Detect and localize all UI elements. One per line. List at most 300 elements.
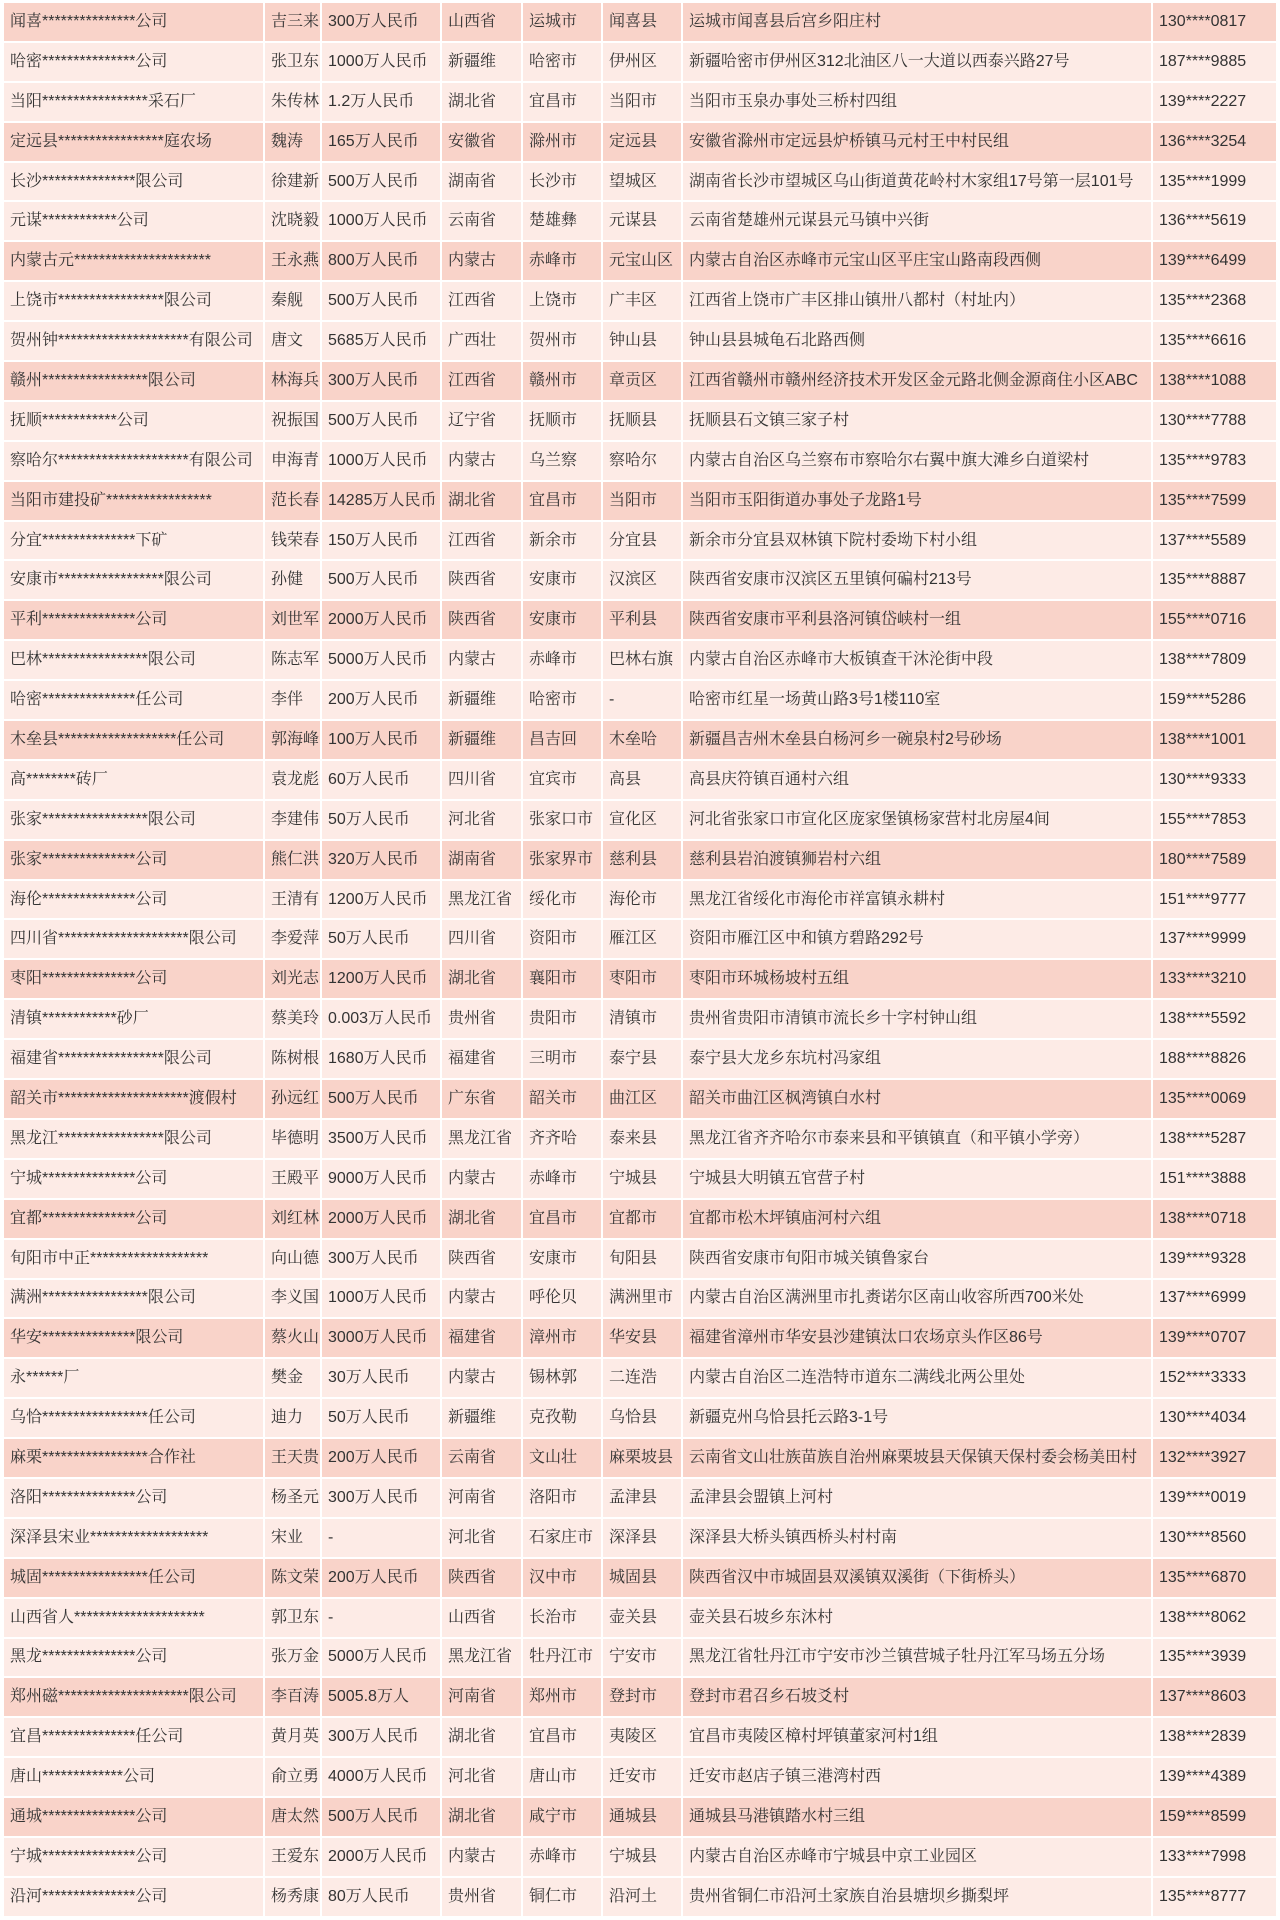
contact-name-cell: 吉三来 bbox=[265, 3, 322, 41]
contact-name-cell: 向山德 bbox=[265, 1240, 322, 1278]
table-row bbox=[4, 402, 1276, 442]
address-cell: 陕西省安康市平利县洛河镇岱峡村一组 bbox=[683, 601, 1153, 639]
company-name-cell: 山西省人********************* bbox=[4, 1599, 265, 1637]
registered-capital-cell: 14285万人民币 bbox=[322, 482, 442, 520]
province-cell: 河南省 bbox=[442, 1678, 523, 1716]
table-row bbox=[4, 322, 1276, 362]
district-cell: 旬阳县 bbox=[603, 1240, 683, 1278]
city-cell: 资阳市 bbox=[523, 920, 603, 958]
company-name-cell: 城固*****************任公司 bbox=[4, 1559, 265, 1597]
city-cell: 文山壮 bbox=[523, 1439, 603, 1477]
company-name-cell: 安康市*****************限公司 bbox=[4, 561, 265, 599]
province-cell: 云南省 bbox=[442, 202, 523, 240]
city-cell: 绥化市 bbox=[523, 881, 603, 919]
registered-capital-cell: 50万人民币 bbox=[322, 1399, 442, 1437]
address-cell: 福建省漳州市华安县沙建镇汰口农场京头作区86号 bbox=[683, 1319, 1153, 1357]
contact-name-cell: 毕德明 bbox=[265, 1120, 322, 1158]
address-cell: 黑龙江省齐齐哈尔市泰来县和平镇镇直（和平镇小学旁） bbox=[683, 1120, 1153, 1158]
table-row bbox=[4, 1080, 1276, 1120]
district-cell: 枣阳市 bbox=[603, 960, 683, 998]
company-name-cell: 华安***************限公司 bbox=[4, 1319, 265, 1357]
city-cell: 安康市 bbox=[523, 561, 603, 599]
city-cell: 宜昌市 bbox=[523, 1718, 603, 1756]
city-cell: 铜仁市 bbox=[523, 1878, 603, 1916]
company-name-cell: 巴林*****************限公司 bbox=[4, 641, 265, 679]
city-cell: 宜昌市 bbox=[523, 1200, 603, 1238]
address-cell: 安徽省滁州市定远县炉桥镇马元村王中村民组 bbox=[683, 123, 1153, 161]
company-name-cell: 哈密***************公司 bbox=[4, 43, 265, 81]
city-cell: 咸宁市 bbox=[523, 1798, 603, 1836]
table-row bbox=[4, 641, 1276, 681]
city-cell: 汉中市 bbox=[523, 1559, 603, 1597]
contact-name-cell: 蔡美玲 bbox=[265, 1000, 322, 1038]
table-row bbox=[4, 1479, 1276, 1519]
address-cell: 贵州省铜仁市沿河土家族自治县塘坝乡撕梨坪 bbox=[683, 1878, 1153, 1916]
registered-capital-cell: 30万人民币 bbox=[322, 1359, 442, 1397]
province-cell: 陕西省 bbox=[442, 1240, 523, 1278]
table-row bbox=[4, 1160, 1276, 1200]
province-cell: 贵州省 bbox=[442, 1000, 523, 1038]
phone-cell: 130****9333 bbox=[1159, 770, 1247, 788]
city-cell: 赣州市 bbox=[523, 362, 603, 400]
phone-cell: 188****8826 bbox=[1159, 1050, 1247, 1068]
phone-cell: 138****0718 bbox=[1159, 1209, 1247, 1227]
phone-cell: 152****3333 bbox=[1159, 1369, 1247, 1387]
phone-cell: 136****5619 bbox=[1159, 212, 1247, 230]
registered-capital-cell: 500万人民币 bbox=[322, 561, 442, 599]
phone-cell: 135****9783 bbox=[1159, 451, 1247, 469]
city-cell: 长治市 bbox=[523, 1599, 603, 1637]
company-name-cell: 福建省*****************限公司 bbox=[4, 1040, 265, 1078]
province-cell: 湖北省 bbox=[442, 960, 523, 998]
phone-cell: 130****8560 bbox=[1159, 1528, 1247, 1546]
company-name-cell: 闻喜***************公司 bbox=[4, 3, 265, 41]
address-cell: 云南省楚雄州元谋县元马镇中兴街 bbox=[683, 202, 1153, 240]
phone-cell: 137****9999 bbox=[1159, 930, 1247, 948]
table-row bbox=[4, 1240, 1276, 1280]
contact-name-cell: 刘光志 bbox=[265, 960, 322, 998]
contact-name-cell: 俞立勇 bbox=[265, 1758, 322, 1796]
phone-cell: 139****0019 bbox=[1159, 1488, 1247, 1506]
contact-name-cell: 杨秀康 bbox=[265, 1878, 322, 1916]
phone-cell: 135****2368 bbox=[1159, 292, 1247, 310]
table-row bbox=[4, 1798, 1276, 1838]
district-cell: 分宜县 bbox=[603, 522, 683, 560]
address-cell: 登封市君召乡石坡爻村 bbox=[683, 1678, 1153, 1716]
company-name-cell: 四川省*********************限公司 bbox=[4, 920, 265, 958]
province-cell: 陕西省 bbox=[442, 561, 523, 599]
contact-name-cell: 陈志军 bbox=[265, 641, 322, 679]
city-cell: 唐山市 bbox=[523, 1758, 603, 1796]
address-cell: 陕西省安康市汉滨区五里镇何碥村213号 bbox=[683, 561, 1153, 599]
province-cell: 广西壮 bbox=[442, 322, 523, 360]
district-cell: 二连浩 bbox=[603, 1359, 683, 1397]
company-name-cell: 永******厂 bbox=[4, 1359, 265, 1397]
address-cell: 新疆哈密市伊州区312北油区八一大道以西泰兴路27号 bbox=[683, 43, 1153, 81]
province-cell: 江西省 bbox=[442, 282, 523, 320]
address-cell: 湖南省长沙市望城区乌山街道黄花岭村木家组17号第一层101号 bbox=[683, 163, 1153, 201]
district-cell: 伊州区 bbox=[603, 43, 683, 81]
contact-name-cell: 张卫东 bbox=[265, 43, 322, 81]
address-cell: 泰宁县大龙乡东坑村冯家组 bbox=[683, 1040, 1153, 1078]
province-cell: 新疆维 bbox=[442, 681, 523, 719]
phone-cell: 139****9328 bbox=[1159, 1249, 1247, 1267]
company-name-cell: 唐山*************公司 bbox=[4, 1758, 265, 1796]
phone-cell: 180****7589 bbox=[1159, 850, 1247, 868]
address-cell: 内蒙古自治区赤峰市宁城县中京工业园区 bbox=[683, 1838, 1153, 1876]
city-cell: 牡丹江市 bbox=[523, 1639, 603, 1677]
district-cell: 宁安市 bbox=[603, 1639, 683, 1677]
city-cell: 滁州市 bbox=[523, 123, 603, 161]
address-cell: 陕西省安康市旬阳市城关镇鲁家台 bbox=[683, 1240, 1153, 1278]
district-cell: 元宝山区 bbox=[603, 242, 683, 280]
district-cell: 木垒哈 bbox=[603, 721, 683, 759]
phone-cell: 137****5589 bbox=[1159, 531, 1247, 549]
phone-cell: 133****3210 bbox=[1159, 970, 1247, 988]
registered-capital-cell: 0.003万人民币 bbox=[322, 1000, 442, 1038]
address-cell: 枣阳市环城杨坡村五组 bbox=[683, 960, 1153, 998]
district-cell: 沿河土 bbox=[603, 1878, 683, 1916]
table-row bbox=[4, 163, 1276, 203]
company-name-cell: 麻栗*****************合作社 bbox=[4, 1439, 265, 1477]
district-cell: 满洲里市 bbox=[603, 1280, 683, 1318]
registered-capital-cell: 500万人民币 bbox=[322, 163, 442, 201]
phone-cell: 137****6999 bbox=[1159, 1289, 1247, 1307]
registered-capital-cell: 5685万人民币 bbox=[322, 322, 442, 360]
company-name-cell: 黑龙江*****************限公司 bbox=[4, 1120, 265, 1158]
province-cell: 山西省 bbox=[442, 1599, 523, 1637]
province-cell: 内蒙古 bbox=[442, 1280, 523, 1318]
province-cell: 福建省 bbox=[442, 1319, 523, 1357]
phone-cell: 138****1001 bbox=[1159, 730, 1247, 748]
city-cell: 抚顺市 bbox=[523, 402, 603, 440]
district-cell: 元谋县 bbox=[603, 202, 683, 240]
phone-cell: 133****7998 bbox=[1159, 1847, 1247, 1865]
company-name-cell: 洛阳***************公司 bbox=[4, 1479, 265, 1517]
table-row bbox=[4, 123, 1276, 163]
city-cell: 长沙市 bbox=[523, 163, 603, 201]
contact-name-cell: 李建伟 bbox=[265, 801, 322, 839]
district-cell: 察哈尔 bbox=[603, 442, 683, 480]
city-cell: 石家庄市 bbox=[523, 1519, 603, 1557]
table-row bbox=[4, 761, 1276, 801]
phone-cell: 135****3939 bbox=[1159, 1648, 1247, 1666]
province-cell: 黑龙江省 bbox=[442, 1639, 523, 1677]
district-cell: 城固县 bbox=[603, 1559, 683, 1597]
registered-capital-cell: 150万人民币 bbox=[322, 522, 442, 560]
district-cell: 海伦市 bbox=[603, 881, 683, 919]
district-cell: 乌恰县 bbox=[603, 1399, 683, 1437]
district-cell: 泰来县 bbox=[603, 1120, 683, 1158]
table-row bbox=[4, 561, 1276, 601]
contact-name-cell: 黄月英 bbox=[265, 1718, 322, 1756]
city-cell: 贵阳市 bbox=[523, 1000, 603, 1038]
contact-name-cell: 李义国 bbox=[265, 1280, 322, 1318]
registered-capital-cell: 5005.8万人 bbox=[322, 1678, 442, 1716]
contact-name-cell: 宋业 bbox=[265, 1519, 322, 1557]
registered-capital-cell: 1680万人民币 bbox=[322, 1040, 442, 1078]
company-name-cell: 韶关市*********************渡假村 bbox=[4, 1080, 265, 1118]
province-cell: 湖北省 bbox=[442, 1798, 523, 1836]
address-cell: 抚顺县石文镇三家子村 bbox=[683, 402, 1153, 440]
company-name-cell: 长沙***************限公司 bbox=[4, 163, 265, 201]
address-cell: 钟山县县城龟石北路西侧 bbox=[683, 322, 1153, 360]
city-cell: 赤峰市 bbox=[523, 641, 603, 679]
registered-capital-cell: 1000万人民币 bbox=[322, 43, 442, 81]
province-cell: 内蒙古 bbox=[442, 1838, 523, 1876]
registered-capital-cell: 500万人民币 bbox=[322, 402, 442, 440]
registered-capital-cell: 300万人民币 bbox=[322, 1479, 442, 1517]
company-name-cell: 抚顺************公司 bbox=[4, 402, 265, 440]
address-cell: 深泽县大桥头镇西桥头村村南 bbox=[683, 1519, 1153, 1557]
registered-capital-cell: 5000万人民币 bbox=[322, 641, 442, 679]
province-cell: 福建省 bbox=[442, 1040, 523, 1078]
address-cell: 孟津县会盟镇上河村 bbox=[683, 1479, 1153, 1517]
province-cell: 四川省 bbox=[442, 761, 523, 799]
province-cell: 湖北省 bbox=[442, 482, 523, 520]
company-name-cell: 张家*****************限公司 bbox=[4, 801, 265, 839]
phone-cell: 135****6870 bbox=[1159, 1568, 1247, 1586]
phone-cell: 137****8603 bbox=[1159, 1688, 1247, 1706]
registered-capital-cell: 500万人民币 bbox=[322, 282, 442, 320]
city-cell: 哈密市 bbox=[523, 43, 603, 81]
registered-capital-cell: 60万人民币 bbox=[322, 761, 442, 799]
city-cell: 齐齐哈 bbox=[523, 1120, 603, 1158]
city-cell: 韶关市 bbox=[523, 1080, 603, 1118]
address-cell: 运城市闻喜县后宫乡阳庄村 bbox=[683, 3, 1153, 41]
phone-cell: 130****4034 bbox=[1159, 1409, 1247, 1427]
district-cell: 广丰区 bbox=[603, 282, 683, 320]
contact-name-cell: 王永燕 bbox=[265, 242, 322, 280]
province-cell: 广东省 bbox=[442, 1080, 523, 1118]
address-cell: 贵州省贵阳市清镇市流长乡十字村钟山组 bbox=[683, 1000, 1153, 1038]
province-cell: 江西省 bbox=[442, 362, 523, 400]
company-name-cell: 木垒县*******************任公司 bbox=[4, 721, 265, 759]
registered-capital-cell: 800万人民币 bbox=[322, 242, 442, 280]
company-name-cell: 乌恰*****************任公司 bbox=[4, 1399, 265, 1437]
registered-capital-cell: 1000万人民币 bbox=[322, 1280, 442, 1318]
contact-name-cell: 熊仁洪 bbox=[265, 841, 322, 879]
province-cell: 黑龙江省 bbox=[442, 881, 523, 919]
contact-name-cell: 刘世军 bbox=[265, 601, 322, 639]
registered-capital-cell: 1.2万人民币 bbox=[322, 83, 442, 121]
contact-name-cell: 陈树根 bbox=[265, 1040, 322, 1078]
table-row bbox=[4, 1319, 1276, 1359]
contact-name-cell: 申海青 bbox=[265, 442, 322, 480]
phone-cell: 135****0069 bbox=[1159, 1089, 1247, 1107]
phone-cell: 187****9885 bbox=[1159, 52, 1247, 70]
city-cell: 赤峰市 bbox=[523, 1838, 603, 1876]
province-cell: 湖南省 bbox=[442, 841, 523, 879]
province-cell: 湖北省 bbox=[442, 1200, 523, 1238]
table-row bbox=[4, 202, 1276, 242]
company-name-cell: 当阳*****************采石厂 bbox=[4, 83, 265, 121]
table-row bbox=[4, 522, 1276, 562]
company-name-cell: 宁城***************公司 bbox=[4, 1160, 265, 1198]
company-name-cell: 哈密***************任公司 bbox=[4, 681, 265, 719]
district-cell: 登封市 bbox=[603, 1678, 683, 1716]
district-cell: 定远县 bbox=[603, 123, 683, 161]
address-cell: 内蒙古自治区赤峰市大板镇查干沐沦街中段 bbox=[683, 641, 1153, 679]
city-cell: 安康市 bbox=[523, 601, 603, 639]
address-cell: 黑龙江省绥化市海伦市祥富镇永耕村 bbox=[683, 881, 1153, 919]
table-row bbox=[4, 1120, 1276, 1160]
address-cell: 宜昌市夷陵区樟村坪镇董家河村1组 bbox=[683, 1718, 1153, 1756]
city-cell: 哈密市 bbox=[523, 681, 603, 719]
district-cell: 宜都市 bbox=[603, 1200, 683, 1238]
province-cell: 湖北省 bbox=[442, 83, 523, 121]
company-name-cell: 平利***************公司 bbox=[4, 601, 265, 639]
table-row bbox=[4, 482, 1276, 522]
contact-name-cell: 孙健 bbox=[265, 561, 322, 599]
table-row bbox=[4, 721, 1276, 761]
phone-cell: 155****0716 bbox=[1159, 611, 1247, 629]
contact-name-cell: 郭卫东 bbox=[265, 1599, 322, 1637]
table-row bbox=[4, 1399, 1276, 1439]
district-cell: 曲江区 bbox=[603, 1080, 683, 1118]
province-cell: 四川省 bbox=[442, 920, 523, 958]
company-name-cell: 高********砖厂 bbox=[4, 761, 265, 799]
registered-capital-cell: 2000万人民币 bbox=[322, 1200, 442, 1238]
phone-cell: 151****9777 bbox=[1159, 890, 1247, 908]
district-cell: 迁安市 bbox=[603, 1758, 683, 1796]
table-row bbox=[4, 1639, 1276, 1679]
company-name-cell: 宜昌***************任公司 bbox=[4, 1718, 265, 1756]
province-cell: 山西省 bbox=[442, 3, 523, 41]
province-cell: 湖北省 bbox=[442, 1718, 523, 1756]
table-row bbox=[4, 1559, 1276, 1599]
company-name-cell: 沿河***************公司 bbox=[4, 1878, 265, 1916]
phone-cell: 130****7788 bbox=[1159, 411, 1247, 429]
address-cell: 资阳市雁江区中和镇方碧路292号 bbox=[683, 920, 1153, 958]
table-row bbox=[4, 1359, 1276, 1399]
city-cell: 襄阳市 bbox=[523, 960, 603, 998]
district-cell: 孟津县 bbox=[603, 1479, 683, 1517]
registered-capital-cell: 300万人民币 bbox=[322, 1240, 442, 1278]
registered-capital-cell: 50万人民币 bbox=[322, 801, 442, 839]
address-cell: 壶关县石坡乡东沐村 bbox=[683, 1599, 1153, 1637]
company-name-cell: 通城***************公司 bbox=[4, 1798, 265, 1836]
company-name-cell: 宜都***************公司 bbox=[4, 1200, 265, 1238]
province-cell: 新疆维 bbox=[442, 721, 523, 759]
contact-name-cell: 王爱东 bbox=[265, 1838, 322, 1876]
phone-cell: 139****2227 bbox=[1159, 92, 1247, 110]
table-row bbox=[4, 881, 1276, 921]
contact-name-cell: 杨圣元 bbox=[265, 1479, 322, 1517]
registered-capital-cell: 200万人民币 bbox=[322, 1559, 442, 1597]
contact-name-cell: 祝振国 bbox=[265, 402, 322, 440]
registered-capital-cell: 3000万人民币 bbox=[322, 1319, 442, 1357]
table-row bbox=[4, 1439, 1276, 1479]
city-cell: 宜宾市 bbox=[523, 761, 603, 799]
district-cell: 壶关县 bbox=[603, 1599, 683, 1637]
address-cell: 慈利县岩泊渡镇狮岩村六组 bbox=[683, 841, 1153, 879]
province-cell: 河北省 bbox=[442, 801, 523, 839]
city-cell: 郑州市 bbox=[523, 1678, 603, 1716]
phone-cell: 138****2839 bbox=[1159, 1728, 1247, 1746]
district-cell: 通城县 bbox=[603, 1798, 683, 1836]
district-cell: 当阳市 bbox=[603, 482, 683, 520]
registered-capital-cell: - bbox=[322, 1519, 442, 1557]
address-cell: 当阳市玉泉办事处三桥村四组 bbox=[683, 83, 1153, 121]
contact-name-cell: 蔡火山 bbox=[265, 1319, 322, 1357]
phone-cell: 138****5287 bbox=[1159, 1129, 1247, 1147]
province-cell: 河北省 bbox=[442, 1758, 523, 1796]
district-cell: 钟山县 bbox=[603, 322, 683, 360]
table-row bbox=[4, 960, 1276, 1000]
city-cell: 克孜勒 bbox=[523, 1399, 603, 1437]
province-cell: 贵州省 bbox=[442, 1878, 523, 1916]
company-name-cell: 分宜***************下矿 bbox=[4, 522, 265, 560]
district-cell: 抚顺县 bbox=[603, 402, 683, 440]
city-cell: 洛阳市 bbox=[523, 1479, 603, 1517]
province-cell: 新疆维 bbox=[442, 43, 523, 81]
district-cell: 慈利县 bbox=[603, 841, 683, 879]
contact-name-cell: 唐太然 bbox=[265, 1798, 322, 1836]
district-cell: 雁江区 bbox=[603, 920, 683, 958]
registered-capital-cell: 50万人民币 bbox=[322, 920, 442, 958]
phone-cell: 155****7853 bbox=[1159, 810, 1247, 828]
phone-cell: 138****1088 bbox=[1159, 371, 1247, 389]
contact-name-cell: 陈文荣 bbox=[265, 1559, 322, 1597]
district-cell: 当阳市 bbox=[603, 83, 683, 121]
province-cell: 内蒙古 bbox=[442, 442, 523, 480]
city-cell: 赤峰市 bbox=[523, 1160, 603, 1198]
registered-capital-cell: 2000万人民币 bbox=[322, 1838, 442, 1876]
registered-capital-cell: - bbox=[322, 1599, 442, 1637]
province-cell: 云南省 bbox=[442, 1439, 523, 1477]
registered-capital-cell: 2000万人民币 bbox=[322, 601, 442, 639]
address-cell: 河北省张家口市宣化区庞家堡镇杨家营村北房屋4间 bbox=[683, 801, 1153, 839]
registered-capital-cell: 165万人民币 bbox=[322, 123, 442, 161]
phone-cell: 135****8887 bbox=[1159, 571, 1247, 589]
table-row bbox=[4, 1718, 1276, 1758]
district-cell: - bbox=[603, 681, 683, 719]
phone-cell: 138****5592 bbox=[1159, 1010, 1247, 1028]
table-row bbox=[4, 1878, 1276, 1918]
address-cell: 当阳市玉阳街道办事处子龙路1号 bbox=[683, 482, 1153, 520]
table-row bbox=[4, 801, 1276, 841]
table-row bbox=[4, 1758, 1276, 1798]
district-cell: 麻栗坡县 bbox=[603, 1439, 683, 1477]
registered-capital-cell: 80万人民币 bbox=[322, 1878, 442, 1916]
table-row bbox=[4, 362, 1276, 402]
province-cell: 内蒙古 bbox=[442, 1160, 523, 1198]
registered-capital-cell: 300万人民币 bbox=[322, 1718, 442, 1756]
company-name-cell: 枣阳***************公司 bbox=[4, 960, 265, 998]
district-cell: 闻喜县 bbox=[603, 3, 683, 41]
registered-capital-cell: 3500万人民币 bbox=[322, 1120, 442, 1158]
city-cell: 安康市 bbox=[523, 1240, 603, 1278]
city-cell: 三明市 bbox=[523, 1040, 603, 1078]
city-cell: 楚雄彝 bbox=[523, 202, 603, 240]
contact-name-cell: 袁龙彪 bbox=[265, 761, 322, 799]
registered-capital-cell: 500万人民币 bbox=[322, 1080, 442, 1118]
address-cell: 云南省文山壮族苗族自治州麻栗坡县天保镇天保村委会杨美田村 bbox=[683, 1439, 1153, 1477]
company-name-cell: 深泽县宋业******************* bbox=[4, 1519, 265, 1557]
contact-name-cell: 王殿平 bbox=[265, 1160, 322, 1198]
address-cell: 新余市分宜县双林镇下院村委坳下村小组 bbox=[683, 522, 1153, 560]
province-cell: 陕西省 bbox=[442, 601, 523, 639]
phone-cell: 139****4389 bbox=[1159, 1768, 1247, 1786]
phone-cell: 159****8599 bbox=[1159, 1808, 1247, 1826]
table-row bbox=[4, 1519, 1276, 1559]
company-name-cell: 满洲*****************限公司 bbox=[4, 1280, 265, 1318]
address-cell: 韶关市曲江区枫湾镇白水村 bbox=[683, 1080, 1153, 1118]
contact-name-cell: 樊金 bbox=[265, 1359, 322, 1397]
contact-name-cell: 沈晓毅 bbox=[265, 202, 322, 240]
province-cell: 内蒙古 bbox=[442, 1359, 523, 1397]
